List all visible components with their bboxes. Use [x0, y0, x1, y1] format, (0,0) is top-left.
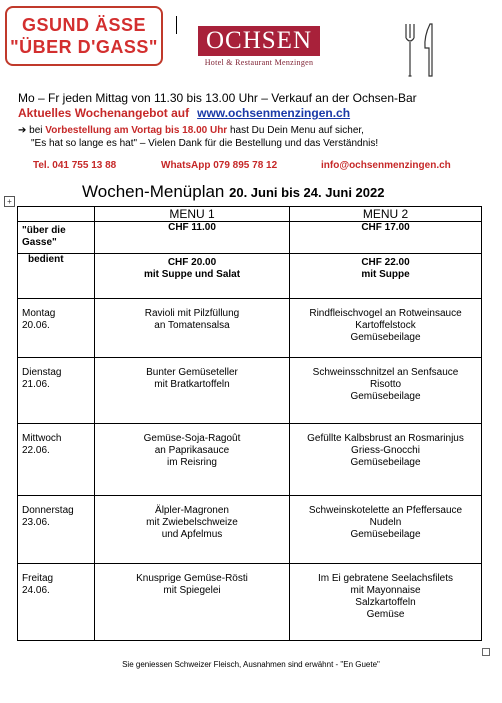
order-note-line1 [18, 125, 364, 136]
dish-cell-menu1 [95, 424, 290, 496]
table-row [18, 299, 482, 358]
header-menu1: MENU 1 [95, 207, 290, 222]
day-cell [18, 358, 95, 424]
day-day: Dienstag [22, 367, 62, 378]
title-dates: 20. Juni bis 24. Juni 2022 [229, 185, 385, 200]
dish-line: Älpler-Magronen [155, 505, 229, 516]
day-date: 22.06. [22, 445, 50, 456]
day-date: 23.06. [22, 517, 50, 528]
dish-line: Schweinsschnitzel an Senfsauce [312, 367, 459, 378]
dish-line: Gemüsebeilage [350, 391, 421, 402]
table-row [18, 358, 482, 424]
header-empty [18, 207, 95, 222]
table-row [18, 564, 482, 641]
logo-name: OCHSEN [198, 26, 320, 56]
dish-description [290, 424, 481, 469]
day-label [22, 424, 94, 457]
dish-description [95, 424, 289, 469]
day-cell [18, 564, 95, 641]
dish-line: an Tomatensalsa [154, 320, 230, 331]
day-day: Montag [22, 308, 56, 319]
offer-label: Aktuelles Wochenangebot auf [18, 106, 190, 120]
price-row-served [18, 254, 482, 299]
weekly-offer-line [18, 106, 350, 120]
dish-line: Gemüsebeilage [350, 332, 421, 343]
day-date: 24.06. [22, 585, 50, 596]
dish-cell-menu1 [95, 564, 290, 641]
dish-line: Bunter Gemüseteller [146, 367, 238, 378]
dish-description [95, 358, 289, 391]
dish-line: Gefüllte Kalbsbrust an Rosmarinjus [307, 433, 464, 444]
day-cell [18, 496, 95, 564]
dish-line: Nudeln [369, 517, 402, 528]
day-date: 20.06. [22, 320, 50, 331]
dish-cell-menu1 [95, 358, 290, 424]
dish-description [95, 496, 289, 541]
logo-subtitle: Hotel & Restaurant Menzingen [204, 58, 314, 67]
opening-hours: Mo – Fr jeden Mittag von 11.30 bis 13.00 Uhr – Verkauf an der Ochsen-Bar [18, 91, 417, 105]
price-value: CHF 22.00 [361, 257, 410, 268]
order-suffix: hast Du Dein Menu auf sicher, [227, 125, 364, 136]
footer-note: Sie geniessen Schweizer Fleisch, Ausnahmen sind erwähnt - "En Guete" [122, 660, 380, 669]
price-label: bedient [18, 254, 95, 299]
phone-number: Tel. 041 755 13 88 [33, 160, 117, 171]
dish-line: Ravioli mit Pilzfüllung [144, 308, 240, 319]
day-date: 21.06. [22, 379, 50, 390]
dish-line: mit Zwiebelschweize [146, 517, 238, 528]
dish-line: Griess-Gnocchi [351, 445, 420, 456]
table-resize-handle[interactable] [482, 648, 490, 656]
table-row [18, 424, 482, 496]
price-menu2 [290, 254, 482, 299]
title-main: Wochen-Menüplan [82, 182, 225, 201]
dish-cell-menu2 [290, 424, 482, 496]
dish-line: Risotto [369, 379, 402, 390]
text-cursor [176, 16, 177, 34]
dish-description [95, 564, 289, 597]
table-move-handle-icon[interactable]: + [4, 196, 15, 207]
dish-cell-menu2 [290, 564, 482, 641]
website-link[interactable]: www.ochsenmenzingen.ch [197, 106, 351, 120]
dish-line: an Paprikasauce [154, 445, 230, 456]
dish-description [290, 496, 481, 541]
menu-table [17, 206, 482, 641]
dish-description [290, 564, 481, 621]
day-label [22, 299, 94, 332]
header-menu2: MENU 2 [290, 207, 482, 222]
price-menu1 [95, 254, 290, 299]
dish-cell-menu2 [290, 299, 482, 358]
dish-line: Gemüse-Soja-Ragoût [143, 433, 241, 444]
price-menu2: CHF 17.00 [290, 222, 482, 254]
day-label [22, 358, 94, 391]
day-label [22, 564, 94, 597]
page-title [82, 182, 384, 202]
dish-line: mit Spiegelei [163, 585, 221, 596]
badge-line2: "ÜBER D'GASS" [10, 37, 158, 57]
dish-cell-menu2 [290, 496, 482, 564]
dish-line: Im Ei gebratene Seelachsfilets [317, 573, 454, 584]
dish-line: im Reisring [166, 457, 217, 468]
dish-line: Rindfleischvogel an Rotweinsauce [309, 308, 462, 319]
day-label [22, 496, 94, 529]
day-day: Mittwoch [22, 433, 62, 444]
day-day: Donnerstag [22, 505, 74, 516]
dish-line: Gemüsebeilage [350, 457, 421, 468]
table-row [18, 496, 482, 564]
dish-cell-menu1 [95, 496, 290, 564]
day-cell [18, 299, 95, 358]
dish-line: mit Bratkartoffeln [154, 379, 230, 390]
promo-badge [5, 6, 163, 66]
day-cell [18, 424, 95, 496]
price-row-takeaway [18, 222, 482, 254]
dish-line: Kartoffelstock [355, 320, 416, 331]
dish-line: Schweinskotelette an Pfeffersauce [308, 505, 463, 516]
email-address: info@ochsenmenzingen.ch [321, 160, 451, 171]
dish-description [290, 358, 481, 403]
price-label: "über die Gasse" [18, 222, 95, 254]
price-note: mit Suppe und Salat [143, 269, 241, 280]
day-day: Freitag [22, 573, 54, 584]
dish-description [95, 299, 289, 332]
price-value: CHF 20.00 [167, 257, 217, 268]
fork-knife-icon [400, 22, 440, 78]
dish-description [290, 299, 481, 344]
dish-line: Knusprige Gemüse-Rösti [136, 573, 248, 584]
dish-line: und Apfelmus [161, 529, 223, 540]
dish-line: Gemüse [366, 609, 405, 620]
order-prefix: bei [29, 125, 46, 136]
ochsen-logo [198, 26, 320, 67]
order-note-line2: "Es hat so lange es hat" – Vielen Dank für die Bestellung und das Verständnis! [31, 138, 379, 149]
dish-line: mit Mayonnaise [350, 585, 421, 596]
dish-line: Gemüsebeilage [350, 529, 421, 540]
whatsapp-number: WhatsApp 079 895 78 12 [161, 160, 278, 171]
table-header-row [18, 207, 482, 222]
order-deadline: Vorbestellung am Vortag bis 18.00 Uhr [45, 125, 228, 136]
dish-line: Salzkartoffeln [355, 597, 416, 608]
price-note: mit Suppe [361, 269, 410, 280]
price-menu1: CHF 11.00 [95, 222, 290, 254]
dish-cell-menu1 [95, 299, 290, 358]
arrow-right-icon: ➔ [18, 125, 27, 136]
dish-cell-menu2 [290, 358, 482, 424]
badge-line1: GSUND ÄSSE [21, 15, 147, 35]
